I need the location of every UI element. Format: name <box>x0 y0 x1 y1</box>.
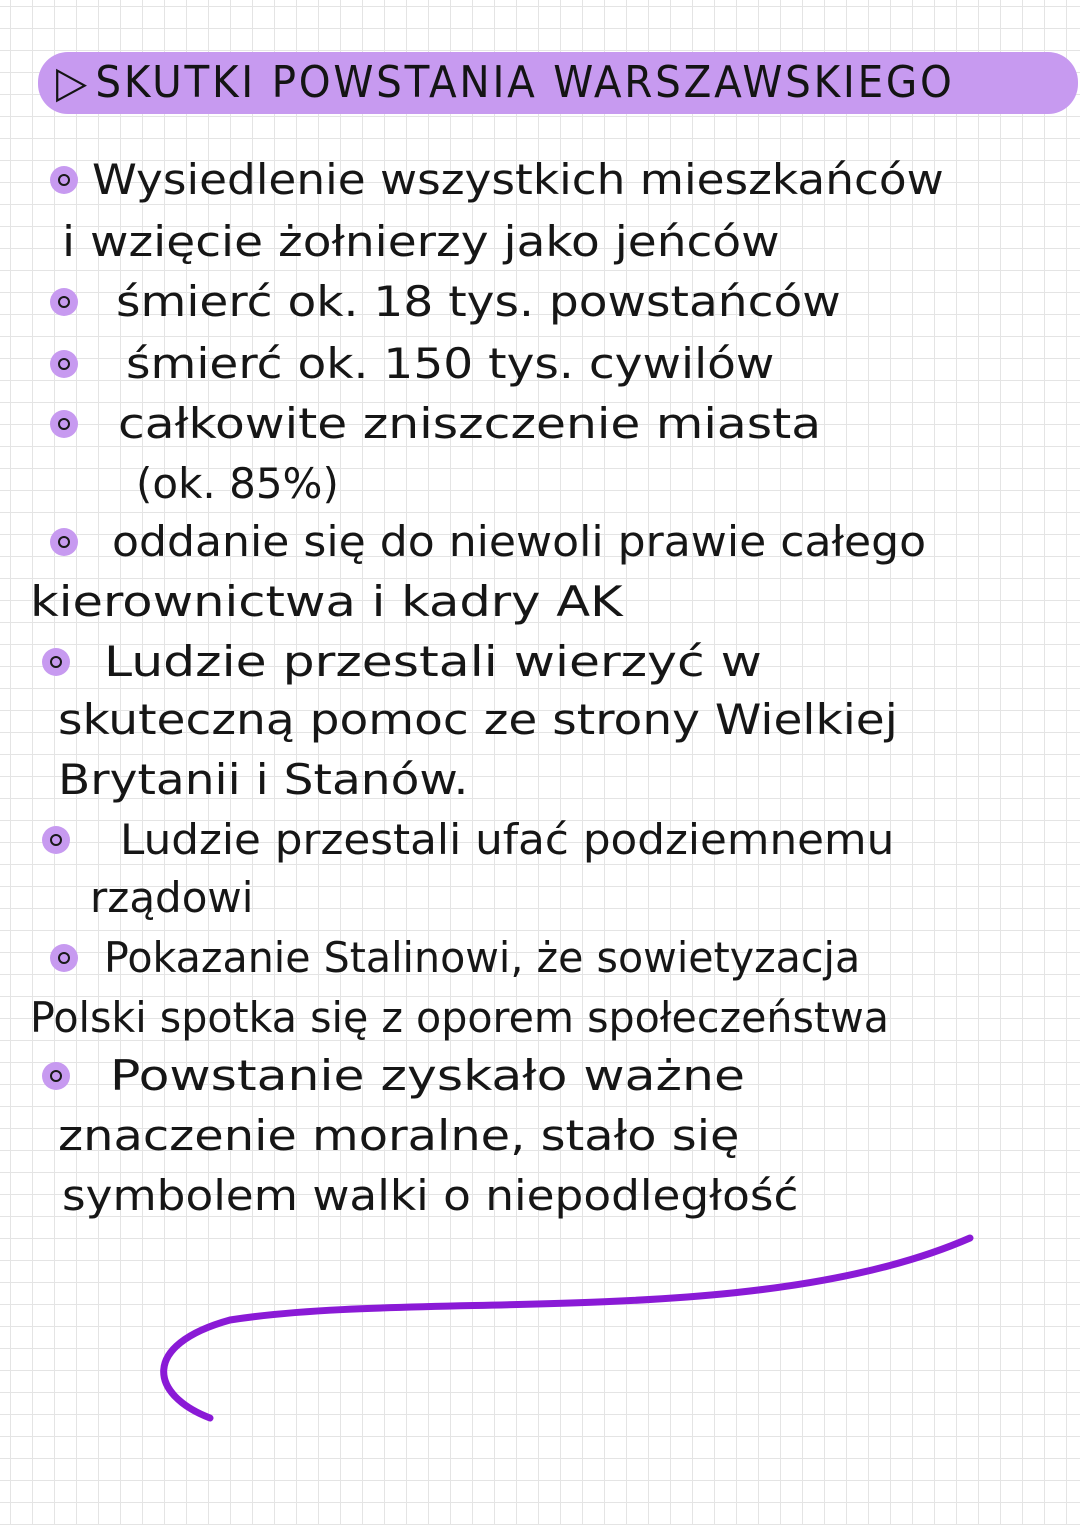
text-line: symbolem walki o niepodległość <box>62 1171 799 1220</box>
text-line: znaczenie moralne, stało się <box>58 1111 740 1160</box>
text-line: oddanie się do niewoli prawie całego <box>112 517 927 566</box>
text-line: kierownictwa i kadry AK <box>30 577 623 626</box>
triangle-arrow-icon: ▷ <box>56 57 90 108</box>
text-line: Wysiedlenie wszystkich mieszkańców <box>92 155 944 204</box>
text-line: całkowite zniszczenie miasta <box>118 399 822 448</box>
text-line: (ok. 85%) <box>136 459 339 508</box>
text-line: skuteczną pomoc ze strony Wielkiej <box>58 695 898 744</box>
title-text: SKUTKI POWSTANIA WARSZAWSKIEGO <box>95 57 955 108</box>
text-line: Ludzie przestali wierzyć w <box>104 637 762 686</box>
text-line: Brytanii i Stanów. <box>58 755 469 804</box>
text-line: Polski spotka się z oporem społeczeństwa <box>30 993 889 1042</box>
text-line: śmierć ok. 150 tys. cywilów <box>126 339 775 388</box>
text-line: Powstanie zyskało ważne <box>110 1051 745 1100</box>
text-line: Ludzie przestali ufać podziemnemu <box>120 815 895 864</box>
text-line: Pokazanie Stalinowi, że sowietyzacja <box>104 933 861 982</box>
text-line: śmierć ok. 18 tys. powstańców <box>116 277 841 326</box>
text-line: i wzięcie żołnierzy jako jeńców <box>62 217 780 266</box>
text-line: rządowi <box>90 873 254 922</box>
